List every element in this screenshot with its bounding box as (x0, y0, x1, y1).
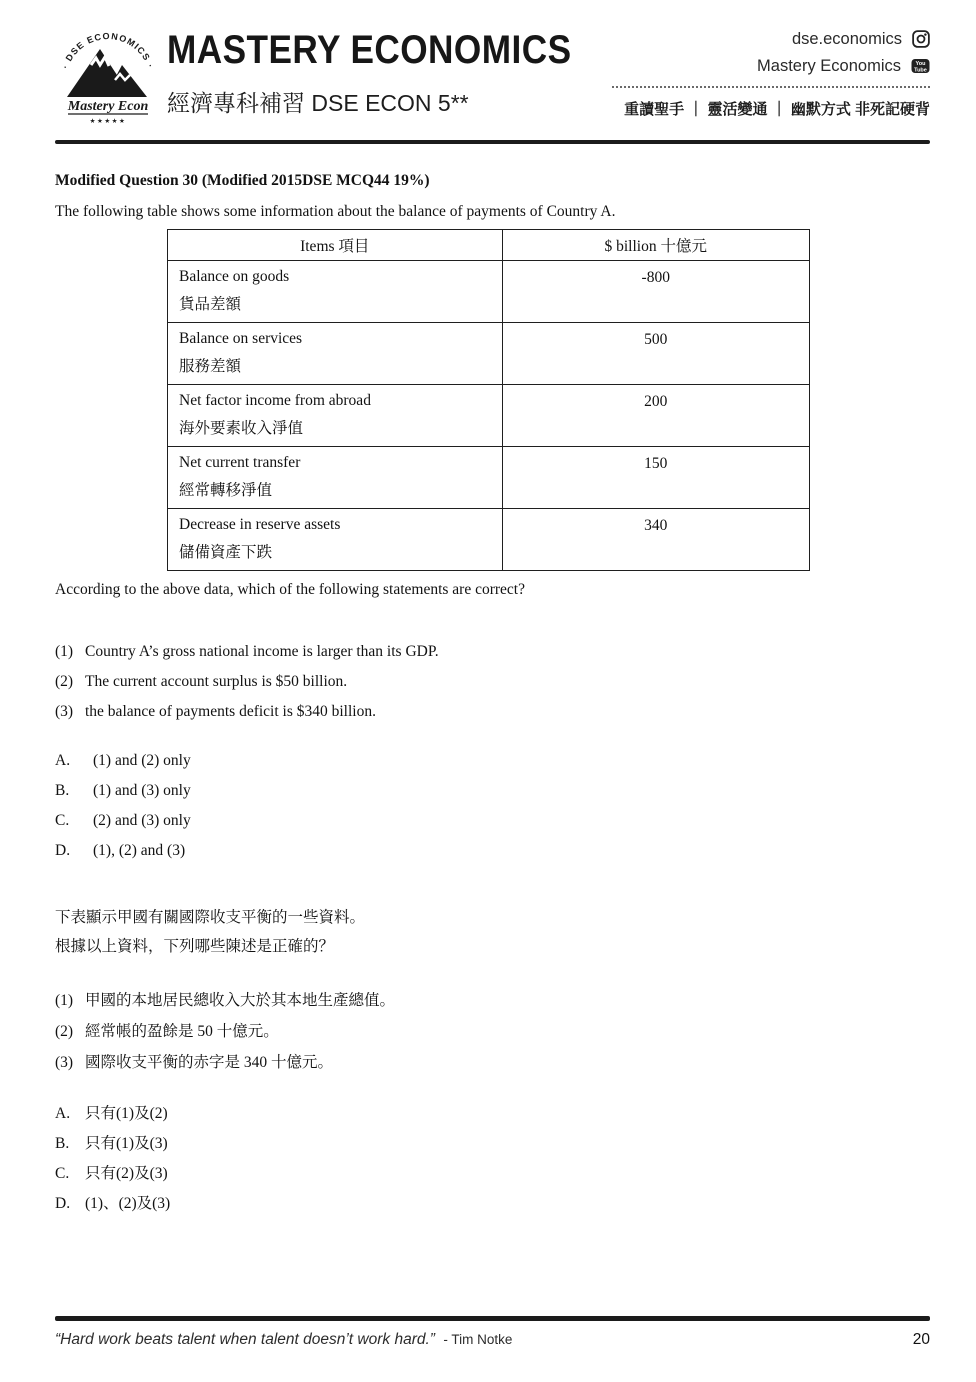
brand-subtitle: 經濟專科補習 DSE ECON 5** (167, 90, 469, 116)
statement-zh (55, 990, 930, 1011)
option-letter: A. (55, 752, 71, 769)
question-title: Modified Question 30 (Modified 2015DSE MCQ44 19%) (55, 172, 430, 189)
item-name-zh: 貨品差額 (179, 296, 242, 313)
item-name-zh: 海外要素收入淨值 (179, 420, 304, 437)
statement-zh (55, 1052, 930, 1073)
mountain-logo-icon (55, 24, 161, 126)
options-zh (55, 1103, 930, 1214)
dotted-divider (612, 86, 930, 88)
statement-zh (55, 1021, 930, 1042)
table-cell-item (168, 261, 503, 323)
item-name-zh: 儲備資產下跌 (179, 544, 273, 561)
table-header-items: Items 項目 (168, 230, 503, 261)
statement-en (55, 642, 930, 661)
youtube-line (612, 55, 930, 77)
option-text: 只有(2)及(3) (85, 1165, 168, 1182)
option-en (55, 751, 930, 770)
item-name-zh: 服務差額 (179, 358, 242, 375)
table-row (168, 323, 810, 385)
social-block (612, 28, 930, 119)
footer (55, 1316, 930, 1349)
option-text: 只有(1)及(3) (85, 1135, 168, 1152)
question-prompt-en: According to the above data, which of the following statements are correct? (55, 581, 525, 598)
option-text: (2) and (3) only (93, 812, 191, 829)
item-name-en: Balance on goods (179, 268, 290, 285)
option-letter: B. (55, 1135, 70, 1152)
statement-text: 國際收支平衡的赤字是 340 十億元。 (85, 1054, 334, 1071)
youtube-icon (911, 58, 930, 74)
option-en (55, 841, 930, 860)
statement-text: the balance of payments deficit is $340 billion. (85, 703, 376, 720)
table-cell-value: -800 (502, 261, 810, 323)
statements-en (55, 642, 930, 721)
footer-quote: “Hard work beats talent when talent doesn’t work hard.” (55, 1330, 435, 1348)
option-letter: C. (55, 812, 70, 829)
footer-quote-wrap (55, 1331, 512, 1349)
question-intro-en: The following table shows some information about the balance of payments of Country A. (55, 203, 616, 220)
option-text: 只有(1)及(2) (85, 1105, 168, 1122)
statement-en (55, 672, 930, 691)
table-cell-value: 150 (502, 447, 810, 509)
table-row (168, 447, 810, 509)
header (55, 22, 930, 130)
statement-number: (1) (55, 992, 74, 1009)
table-row (168, 385, 810, 447)
table-cell-value: 340 (502, 509, 810, 571)
statement-number: (1) (55, 643, 74, 660)
statement-number: (3) (55, 703, 74, 720)
logo-stars: ★★★★★ (89, 118, 127, 125)
option-en (55, 811, 930, 830)
option-zh (55, 1193, 930, 1214)
statement-en (55, 702, 930, 721)
options-en (55, 751, 930, 860)
option-letter: A. (55, 1105, 71, 1122)
statement-text: 經常帳的盈餘是 50 十億元。 (85, 1023, 279, 1040)
table-cell-item (168, 385, 503, 447)
logo-arc-text: · DSE ECONOMICS · (60, 31, 156, 71)
item-name-en: Net factor income from abroad (179, 392, 371, 409)
brand-block (167, 30, 627, 118)
table-cell-item (168, 509, 503, 571)
balance-of-payments-table (167, 229, 810, 571)
brand-logo (55, 24, 161, 126)
question-prompt-zh: 根據以上資料，下列哪些陳述是正確的？ (55, 938, 335, 955)
option-zh (55, 1163, 930, 1184)
option-zh (55, 1133, 930, 1154)
table-row (168, 261, 810, 323)
header-rule (55, 140, 930, 144)
brand-title: MASTERY ECONOMICS (167, 28, 572, 72)
table-cell-value: 500 (502, 323, 810, 385)
youtube-icon-text-top: You (915, 61, 926, 67)
statement-number: (2) (55, 673, 74, 690)
statement-number: (2) (55, 1023, 74, 1040)
footer-quote-author: - Tim Notke (443, 1331, 513, 1347)
statement-number: (3) (55, 1054, 74, 1071)
statement-text: Country A’s gross national income is larger than its GDP. (85, 643, 439, 660)
instagram-line (612, 28, 930, 50)
item-name-zh: 經常轉移淨值 (179, 482, 273, 499)
question-content (55, 172, 930, 1223)
footer-rule (55, 1316, 930, 1321)
table-header-value: $ billion 十億元 (502, 230, 810, 261)
footer-row (55, 1331, 930, 1349)
table-cell-item (168, 323, 503, 385)
instagram-handle: dse.economics (791, 29, 902, 48)
youtube-icon-text-bottom: Tube (914, 67, 927, 74)
item-name-en: Balance on services (179, 330, 303, 347)
question-intro-zh-block (55, 903, 930, 961)
option-letter: B. (55, 782, 70, 799)
option-zh (55, 1103, 930, 1124)
table-cell-value: 200 (502, 385, 810, 447)
item-name-en: Net current transfer (179, 454, 301, 471)
option-text: (1) and (3) only (93, 782, 191, 799)
option-text: (1), (2) and (3) (93, 842, 186, 859)
table-header-row (168, 230, 810, 261)
statement-text: The current account surplus is $50 billion. (85, 673, 348, 690)
table-cell-item (168, 447, 503, 509)
instagram-icon (912, 30, 930, 48)
statements-zh (55, 990, 930, 1073)
option-letter: D. (55, 1195, 71, 1212)
page-number: 20 (912, 1330, 930, 1348)
option-text: (1) and (2) only (93, 752, 191, 769)
table-row (168, 509, 810, 571)
option-letter: C. (55, 1165, 70, 1182)
logo-script-text: Mastery Econ (67, 99, 149, 114)
statement-text: 甲國的本地居民總收入大於其本地生產總值。 (85, 992, 396, 1009)
brand-tagline: 重讀聖手 ｜ 靈活變通 ｜ 幽默方式 非死記硬背 (624, 101, 930, 118)
question-intro-zh: 下表顯示甲國有關國際收支平衡的一些資料。 (55, 909, 366, 926)
youtube-handle: Mastery Economics (757, 56, 901, 75)
option-en (55, 781, 930, 800)
option-text: (1)、(2)及(3) (85, 1195, 171, 1212)
item-name-en: Decrease in reserve assets (179, 516, 341, 533)
option-letter: D. (55, 842, 71, 859)
